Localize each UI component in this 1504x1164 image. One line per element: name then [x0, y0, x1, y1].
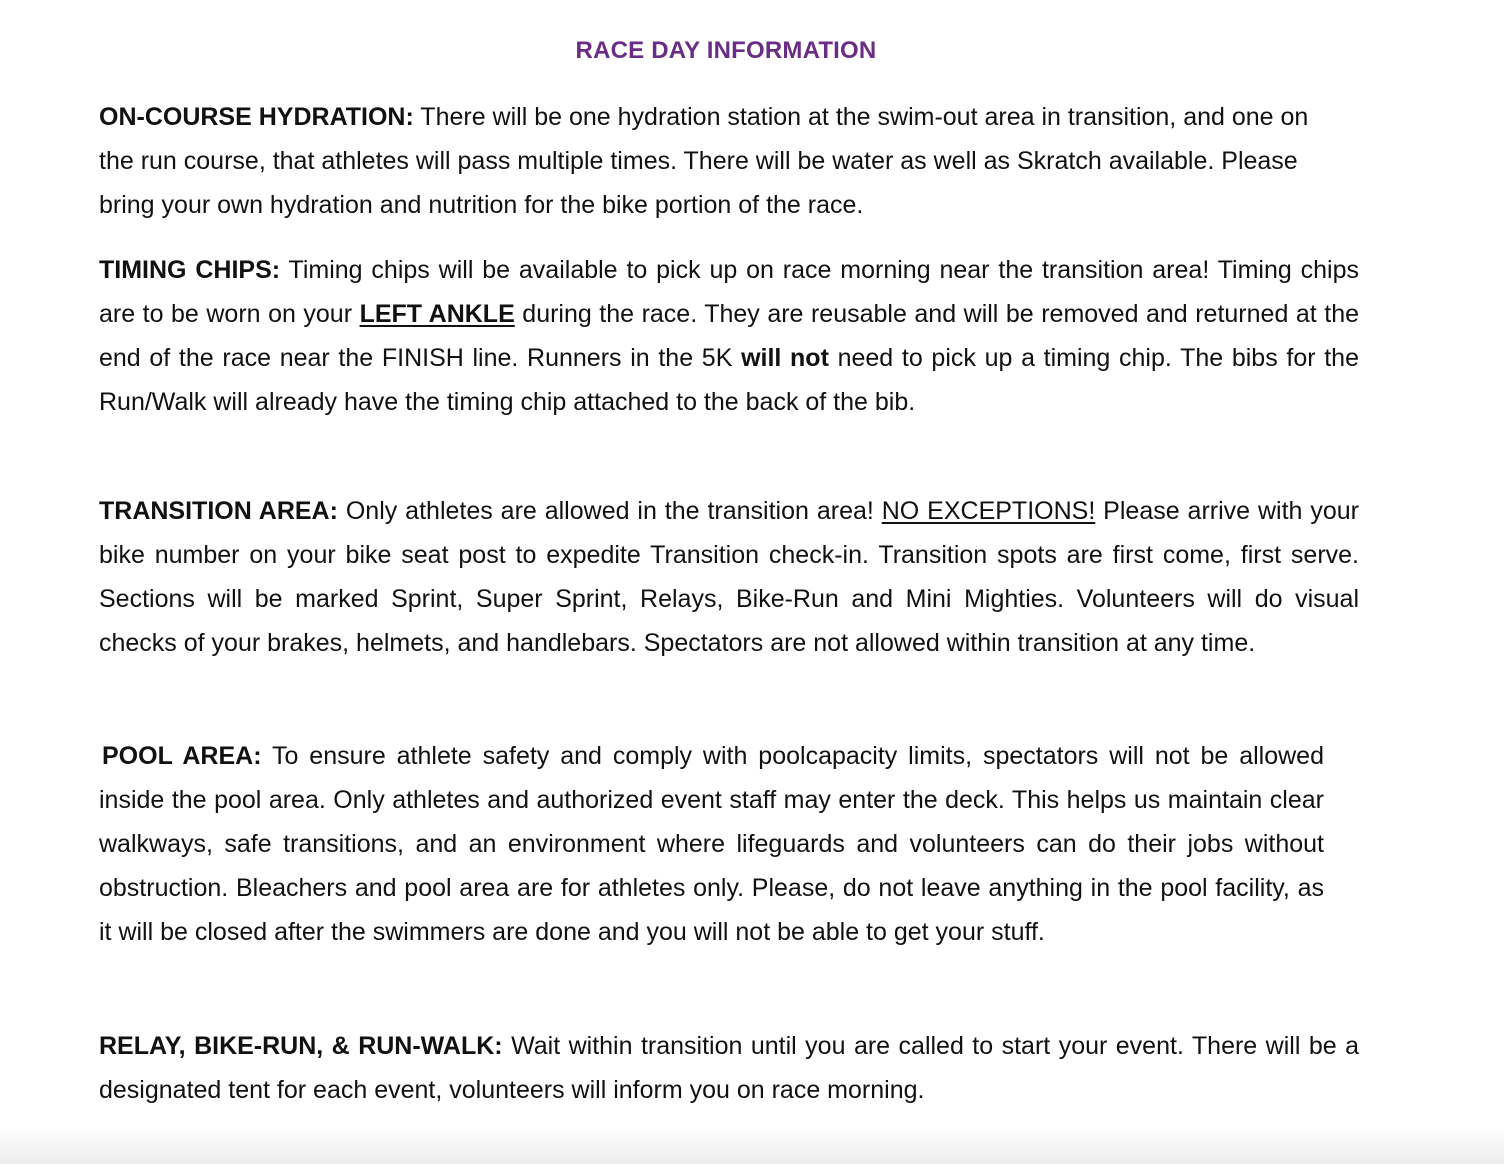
section-relay-bike-run-run-walk	[99, 1024, 1359, 1112]
section-text: Please arrive with your bike number on your bike seat post to expedite Transition check-in. Transition spots are first come, first serve. Sections will be marked Sprint, Super Sprint, Relays, Bike-Run and Mini Mighties. Volunteers will do visual checks of your brakes, helmets, and handlebars. Spectators are not allowed within transition at any time.	[99, 497, 1359, 657]
will-not-emphasis: will not	[741, 344, 829, 372]
section-text: Only athletes are allowed in the transition area!	[337, 497, 882, 525]
section-timing-chips	[99, 248, 1359, 424]
section-text: need to pick up a timing chip. The bibs for the Run/Walk will already have the timing chip attached to the back of the bib.	[99, 344, 1359, 416]
section-on-course-hydration	[99, 95, 1335, 227]
section-pool-area	[99, 734, 1324, 954]
section-transition-area	[99, 489, 1359, 665]
page-bottom-shadow	[0, 1128, 1504, 1164]
section-text: Wait within transition until you are called to start your event. There will be a designated tent for each event, volunteers will inform you on race morning.	[99, 1032, 1359, 1104]
left-ankle-emphasis: LEFT ANKLE	[359, 300, 515, 328]
section-heading: POOL AREA:	[102, 742, 262, 770]
section-text: There will be one hydration station at the swim-out area in transition, and one on the run course, that athletes will pass multiple times. There will be water as well as Skratch available. Please bring your own hydration and nutrition for the bike portion of the race.	[99, 103, 1309, 219]
section-text: Timing chips will be available to pick up on race morning near the transition area! Timing chips are to be worn on your	[99, 256, 1359, 328]
section-heading: RELAY, BIKE-RUN, & RUN-WALK:	[99, 1032, 503, 1060]
section-text: To ensure athlete safety and comply with poolcapacity limits, spectators will not be allowed inside the pool area. Only athletes and authorized event staff may enter the deck. This helps us maintain clear walkways, safe transitions, and an environment where lifeguards and volunteers can do their jobs without obstruction. Bleachers and pool area are for athletes only. Please, do not leave anything in the pool facility, as it will be closed after the swimmers are done and you will not be able to get your stuff.	[99, 742, 1324, 946]
section-heading: TRANSITION AREA:	[99, 497, 338, 525]
section-heading: ON-COURSE HYDRATION:	[99, 103, 414, 131]
section-text: during the race. They are reusable and will be removed and returned at the end of the race near the FINISH line. Runners in the 5K	[99, 300, 1359, 372]
page-title: RACE DAY INFORMATION	[575, 37, 877, 64]
section-heading: TIMING CHIPS:	[99, 256, 281, 284]
no-exceptions-emphasis: NO EXCEPTIONS!	[881, 497, 1096, 525]
